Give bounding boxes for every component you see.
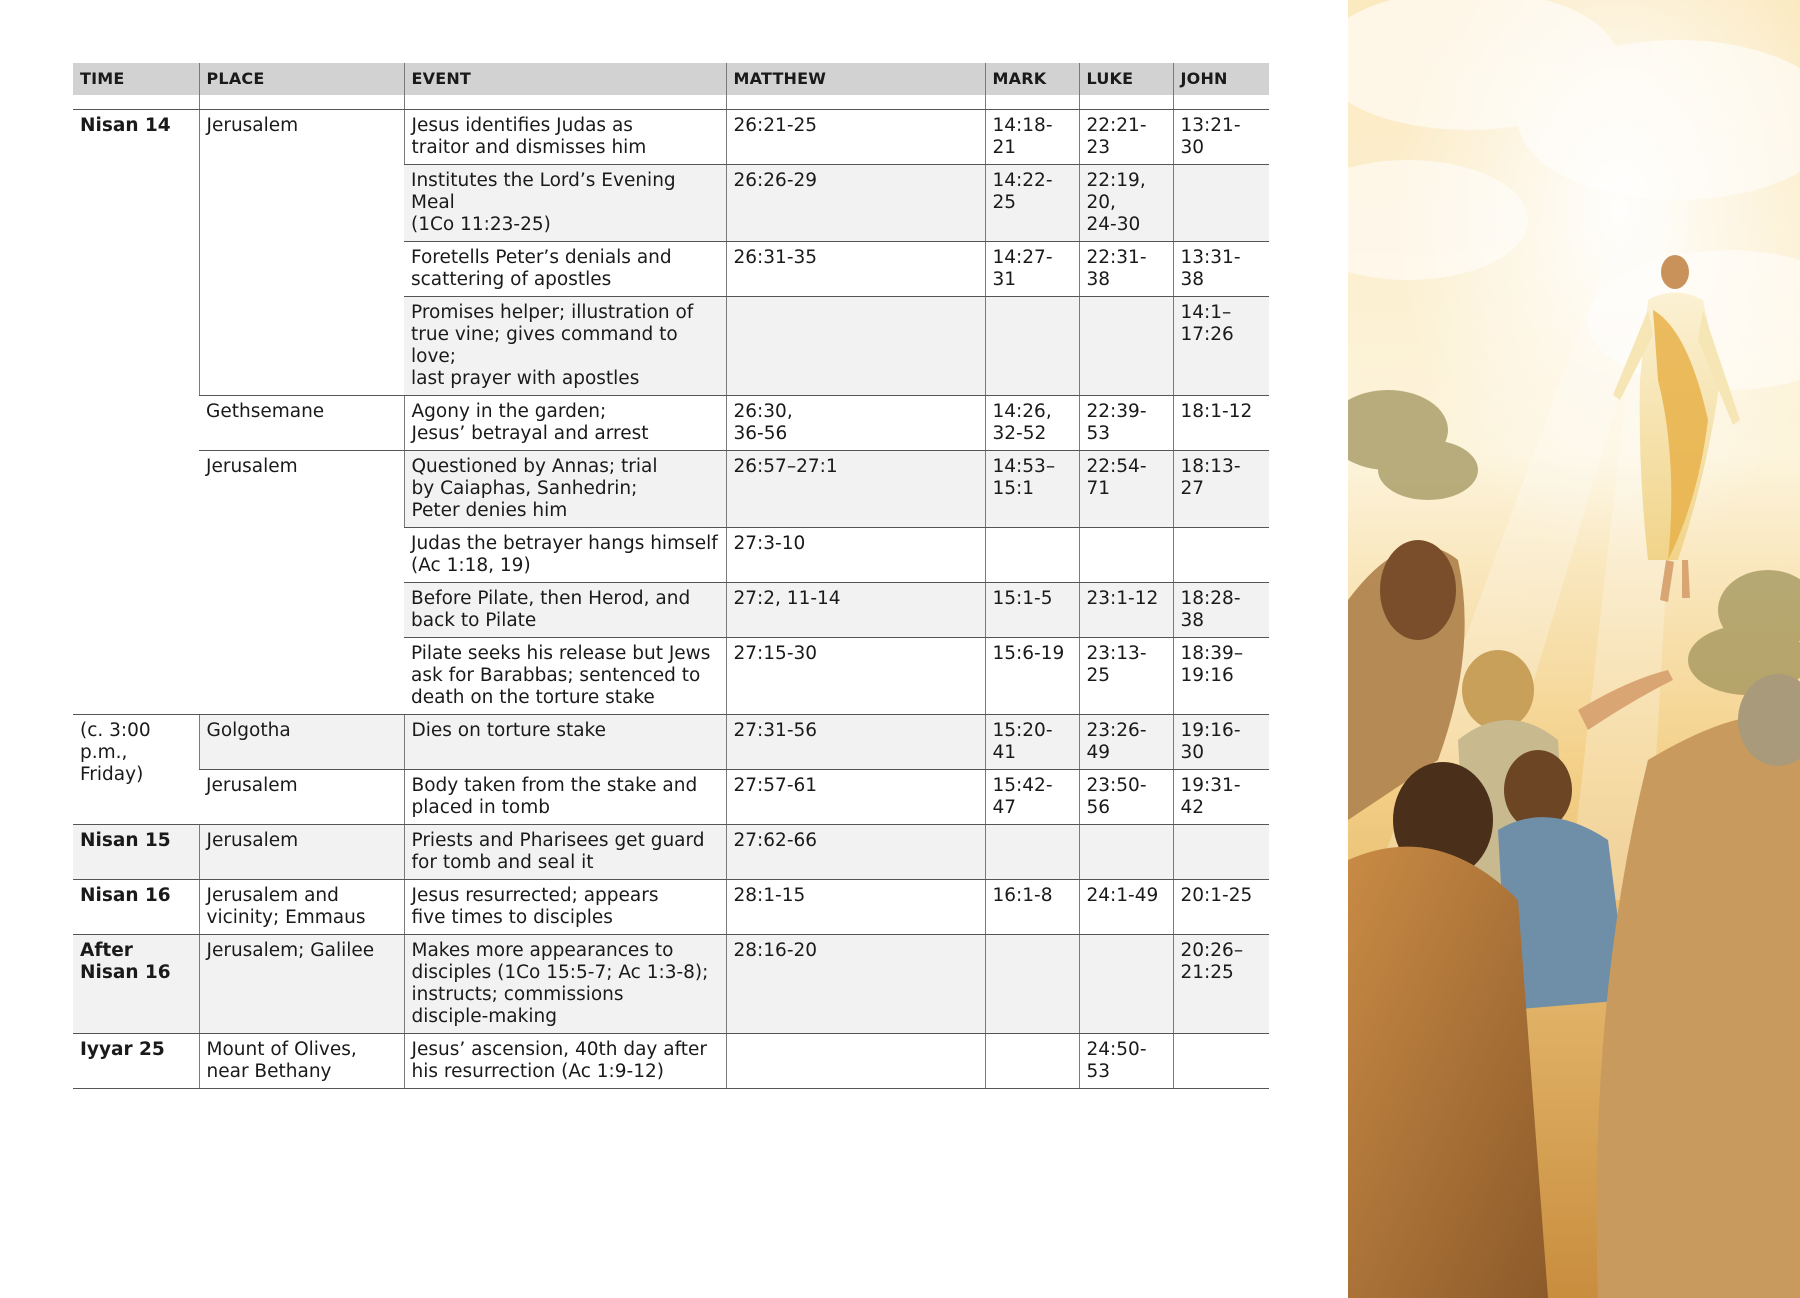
matthew-ref: 28:16-20 [726,935,985,1034]
place-cell: Jerusalem [199,110,404,396]
luke-ref [1079,297,1173,396]
luke-ref: 23:13-25 [1079,638,1173,715]
time-cell: (c. 3:00 p.m., Friday) [73,715,199,825]
header-matthew: MATTHEW [726,63,985,95]
event-cell: Promises helper; illustration of true vine; gives command to love; last prayer with apostles [404,297,726,396]
john-ref: 20:26– 21:25 [1173,935,1269,1034]
john-ref: 18:28- 38 [1173,583,1269,638]
table-row [73,715,1269,770]
table-row [73,935,1269,1034]
place-cell: Mount of Olives, near Bethany [199,1034,404,1089]
matthew-ref [726,297,985,396]
place-cell: Golgotha [199,715,404,770]
matthew-ref [726,1034,985,1089]
john-ref: 19:31-42 [1173,770,1269,825]
mark-ref: 15:42-47 [985,770,1079,825]
place-cell: Gethsemane [199,396,404,451]
event-cell: Priests and Pharisees get guard for tomb and seal it [404,825,726,880]
event-cell: Foretells Peter’s denials and scattering of apostles [404,242,726,297]
luke-ref: 23:1-12 [1079,583,1173,638]
mark-ref: 15:1-5 [985,583,1079,638]
header-luke: LUKE [1079,63,1173,95]
chronology-table-container [73,63,1269,1089]
matthew-ref: 27:2, 11-14 [726,583,985,638]
event-cell: Judas the betrayer hangs himself (Ac 1:18, 19) [404,528,726,583]
matthew-ref: 28:1-15 [726,880,985,935]
spacer-row [73,95,1269,110]
table-body [73,95,1269,1089]
matthew-ref: 26:21-25 [726,110,985,165]
matthew-ref: 27:62-66 [726,825,985,880]
event-cell: Jesus resurrected; appears five times to disciples [404,880,726,935]
mark-ref [985,1034,1079,1089]
table-header [73,63,1269,95]
place-cell: Jerusalem [199,770,404,825]
mark-ref: 16:1-8 [985,880,1079,935]
john-ref: 18:39– 19:16 [1173,638,1269,715]
time-cell: Iyyar 25 [73,1034,199,1089]
mark-ref: 15:20-41 [985,715,1079,770]
header-john: JOHN [1173,63,1269,95]
john-ref: 14:1– 17:26 [1173,297,1269,396]
matthew-ref: 27:15-30 [726,638,985,715]
mark-ref [985,528,1079,583]
place-cell: Jerusalem [199,451,404,715]
mark-ref [985,825,1079,880]
john-ref [1173,165,1269,242]
event-cell: Pilate seeks his release but Jews ask for Barabbas; sentenced to death on the torture stake [404,638,726,715]
event-cell: Institutes the Lord’s Evening Meal (1Co 11:23-25) [404,165,726,242]
matthew-ref: 26:26-29 [726,165,985,242]
event-cell: Questioned by Annas; trial by Caiaphas, Sanhedrin; Peter denies him [404,451,726,528]
table-row [73,825,1269,880]
john-ref [1173,1034,1269,1089]
event-cell: Body taken from the stake and placed in tomb [404,770,726,825]
event-cell: Dies on torture stake [404,715,726,770]
ascension-illustration [1348,0,1800,1298]
table-row [73,110,1269,165]
luke-ref [1079,528,1173,583]
luke-ref: 22:39-53 [1079,396,1173,451]
mark-ref: 14:27-31 [985,242,1079,297]
header-event: EVENT [404,63,726,95]
luke-ref: 23:26-49 [1079,715,1173,770]
event-cell: Makes more appearances to disciples (1Co 15:5-7; Ac 1:3-8); instructs; commissions disciple-making [404,935,726,1034]
time-cell: Nisan 16 [73,880,199,935]
table-row [73,396,1269,451]
john-ref: 13:21-30 [1173,110,1269,165]
time-cell: Nisan 15 [73,825,199,880]
table-row [73,451,1269,528]
mark-ref: 14:26, 32-52 [985,396,1079,451]
time-cell: Nisan 14 [73,110,199,715]
header-mark: MARK [985,63,1079,95]
luke-ref [1079,935,1173,1034]
time-cell: After Nisan 16 [73,935,199,1034]
john-ref [1173,825,1269,880]
mark-ref [985,935,1079,1034]
table-row [73,770,1269,825]
matthew-ref: 26:30, 36-56 [726,396,985,451]
event-cell: Jesus’ ascension, 40th day after his resurrection (Ac 1:9-12) [404,1034,726,1089]
matthew-ref: 27:57-61 [726,770,985,825]
matthew-ref: 27:3-10 [726,528,985,583]
chronology-table [73,63,1269,1089]
table-row [73,1034,1269,1089]
place-cell: Jerusalem and vicinity; Emmaus [199,880,404,935]
matthew-ref: 27:31-56 [726,715,985,770]
matthew-ref: 26:31-35 [726,242,985,297]
john-ref: 18:13-27 [1173,451,1269,528]
place-cell: Jerusalem [199,825,404,880]
john-ref: 18:1-12 [1173,396,1269,451]
mark-ref: 15:6-19 [985,638,1079,715]
luke-ref: 23:50-56 [1079,770,1173,825]
header-place: PLACE [199,63,404,95]
luke-ref: 22:31-38 [1079,242,1173,297]
luke-ref: 22:19, 20, 24-30 [1079,165,1173,242]
event-cell: Jesus identifies Judas as traitor and dismisses him [404,110,726,165]
place-cell: Jerusalem; Galilee [199,935,404,1034]
event-cell: Agony in the garden; Jesus’ betrayal and arrest [404,396,726,451]
luke-ref: 22:21-23 [1079,110,1173,165]
illustration-canvas [1348,0,1800,1298]
event-cell: Before Pilate, then Herod, and back to Pilate [404,583,726,638]
mark-ref: 14:53– 15:1 [985,451,1079,528]
luke-ref: 24:50-53 [1079,1034,1173,1089]
john-ref [1173,528,1269,583]
luke-ref: 24:1-49 [1079,880,1173,935]
table-row [73,880,1269,935]
john-ref: 13:31-38 [1173,242,1269,297]
mark-ref: 14:18-21 [985,110,1079,165]
mark-ref: 14:22-25 [985,165,1079,242]
luke-ref: 22:54-71 [1079,451,1173,528]
john-ref: 20:1-25 [1173,880,1269,935]
mark-ref [985,297,1079,396]
matthew-ref: 26:57–27:1 [726,451,985,528]
luke-ref [1079,825,1173,880]
header-time: TIME [73,63,199,95]
john-ref: 19:16-30 [1173,715,1269,770]
header-row [73,63,1269,95]
